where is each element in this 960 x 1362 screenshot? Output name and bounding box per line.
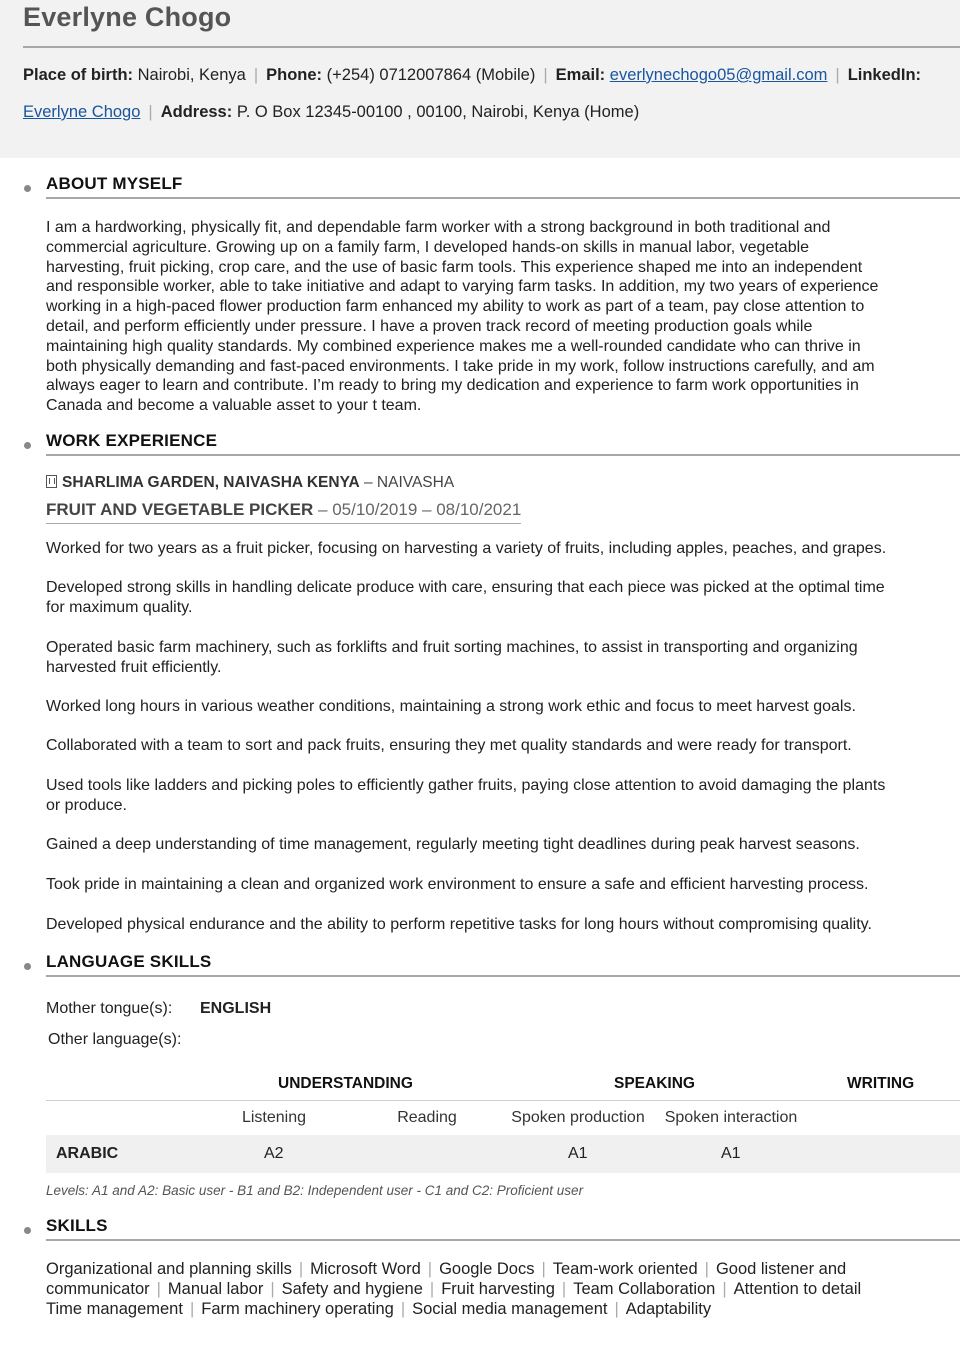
skill-item: Organizational and planning skills bbox=[46, 1260, 292, 1278]
language-row bbox=[46, 1135, 960, 1173]
phone-label: Phone: bbox=[266, 66, 323, 84]
work-bullet-line: Developed physical endurance and the ability to perform repetitive tasks for long hours without compromising quality. bbox=[46, 916, 872, 933]
skill-item: Farm machinery operating bbox=[201, 1299, 394, 1318]
place-of-birth-label: Place of birth: bbox=[23, 66, 134, 84]
building-icon bbox=[46, 475, 57, 488]
work-bullet bbox=[46, 875, 958, 895]
section-divider bbox=[46, 975, 960, 977]
separator: | bbox=[427, 1260, 433, 1278]
work-bullet bbox=[46, 736, 958, 756]
separator: | bbox=[543, 66, 548, 84]
separator: | bbox=[156, 1279, 161, 1298]
employer-location: – NAIVASHA bbox=[364, 474, 455, 491]
about-line: harvesting, fruit picking, crop care, and the use of basic farm tools. This experience shaped me into an independent bbox=[46, 258, 863, 276]
email-label: Email: bbox=[555, 66, 606, 84]
skill-item: Manual labor bbox=[167, 1279, 264, 1298]
mother-tongue-label: Mother tongue(s): bbox=[46, 1000, 173, 1017]
about-line: commercial agriculture. Growing up on a family farm, I developed hands-on skills in manual labor, vegetable bbox=[46, 238, 810, 256]
separator: | bbox=[704, 1260, 709, 1278]
separator: | bbox=[561, 1279, 567, 1298]
job-dates: – 05/10/2019 – 08/10/2021 bbox=[318, 500, 522, 519]
work-bullet-line: Collaborated with a team to sort and pack fruits, ensuring they met quality standards and were ready for transport. bbox=[46, 737, 852, 754]
section-title-about: ABOUT MYSELF bbox=[46, 174, 183, 193]
work-bullet-line: for maximum quality. bbox=[46, 598, 193, 616]
employer-name: SHARLIMA GARDEN, NAIVASHA KENYA bbox=[62, 474, 360, 491]
work-bullet bbox=[46, 697, 958, 717]
about-line: and responsible worker, able to take initiative and adapt to varying farm tasks. In addition, my two years of experience bbox=[46, 278, 879, 296]
work-bullet-line: or produce. bbox=[46, 796, 127, 814]
job-title-line bbox=[46, 500, 521, 524]
sub-spoken-interaction: Spoken interaction bbox=[664, 1109, 798, 1126]
sub-spoken-production: Spoken production bbox=[511, 1109, 645, 1126]
mother-tongue: ENGLISH bbox=[200, 1000, 272, 1017]
skill-item: Team Collaboration bbox=[573, 1279, 716, 1298]
work-bullet-line: Worked for two years as a fruit picker, focusing on harvesting a variety of fruits, including apples, peaches, and grapes. bbox=[46, 540, 887, 557]
phone: (+254) 0712007864 (Mobile) bbox=[326, 66, 536, 84]
about-paragraph bbox=[46, 218, 958, 416]
candidate-name: Everlyne Chogo bbox=[23, 2, 232, 32]
skill-item: Google Docs bbox=[439, 1260, 535, 1278]
col-speaking: SPEAKING bbox=[614, 1075, 695, 1092]
separator: | bbox=[722, 1279, 727, 1298]
about-line: maintaining high quality standards. My combined experience makes me a well-rounded candidate who can thrive in bbox=[46, 337, 861, 355]
job-title: FRUIT AND VEGETABLE PICKER bbox=[46, 500, 314, 519]
section-bullet-icon bbox=[24, 963, 31, 970]
work-bullet-line: Used tools like ladders and picking poles to efficiently gather fruits, paying close attention to avoid damaging the plants bbox=[46, 777, 886, 794]
about-line: working in a high-paced flower production farm enhanced my ability to work as part of a team, pay close attention to bbox=[46, 298, 865, 316]
address-label: Address: bbox=[160, 103, 233, 121]
work-bullet-line: Operated basic farm machinery, such as forklifts and fruit sorting machines, to assist in transporting and organizing bbox=[46, 639, 858, 656]
section-bullet-icon bbox=[24, 185, 31, 192]
section-title-work: WORK EXPERIENCE bbox=[46, 431, 218, 450]
section-bullet-icon bbox=[24, 442, 31, 449]
separator: | bbox=[148, 103, 153, 121]
about-line: Canada and become a valuable asset to your t team. bbox=[46, 397, 422, 415]
section-title-skills: SKILLS bbox=[46, 1216, 108, 1235]
separator: | bbox=[614, 1299, 619, 1318]
work-bullet bbox=[46, 835, 958, 855]
skill-item: Good listener and communicator bbox=[46, 1260, 847, 1298]
levels-note: Levels: A1 and A2: Basic user - B1 and B2: Independent user - C1 and C2: Proficient user bbox=[46, 1183, 584, 1198]
work-bullet bbox=[46, 776, 958, 815]
email-link[interactable]: everlynechogo05@gmail.com bbox=[609, 66, 828, 84]
section-divider bbox=[46, 454, 960, 456]
sub-reading: Reading bbox=[397, 1109, 457, 1126]
about-line: both physically demanding and fast-paced environments. I take pride in my work, follow instructions carefully, and am bbox=[46, 357, 875, 375]
linkedin-link[interactable]: Everlyne Chogo bbox=[23, 103, 141, 121]
skill-item: Social media management bbox=[412, 1299, 608, 1318]
about-line: detail, and perform efficiently under pressure. I have a proven track record of meeting production goals while bbox=[46, 317, 813, 335]
work-bullet-line: Developed strong skills in handling delicate produce with care, ensuring that each piece was picked at the optimal time bbox=[46, 579, 885, 596]
skill-item: Safety and hygiene bbox=[281, 1279, 423, 1298]
work-bullet bbox=[46, 915, 958, 935]
separator: | bbox=[541, 1260, 546, 1278]
separator: | bbox=[298, 1260, 304, 1278]
work-bullet-line: Gained a deep understanding of time management, regularly meeting tight deadlines during peak harvest seasons. bbox=[46, 836, 860, 853]
skill-item: Adaptability bbox=[625, 1299, 712, 1318]
about-line: always eager to learn and contribute. I’m ready to bring my dedication and experience to farm work opportunities in bbox=[46, 377, 859, 395]
work-bullet bbox=[46, 638, 958, 677]
work-bullet bbox=[46, 578, 958, 617]
place-of-birth: Nairobi, Kenya bbox=[137, 66, 246, 84]
sub-listening: Listening bbox=[241, 1109, 307, 1126]
about-line: I am a hardworking, physically fit, and dependable farm worker with a strong background in both traditional and bbox=[46, 219, 831, 236]
separator: | bbox=[189, 1299, 195, 1318]
header bbox=[0, 0, 960, 158]
skill-item: Fruit harvesting bbox=[441, 1279, 555, 1298]
skill-item: Team-work oriented bbox=[552, 1260, 698, 1278]
name-divider bbox=[23, 46, 960, 48]
work-bullet bbox=[46, 539, 958, 559]
work-bullet-line: Took pride in maintaining a clean and organized work environment to ensure a safe and efficient harvesting process. bbox=[46, 876, 869, 893]
contact-line-2 bbox=[23, 103, 639, 122]
work-bullet-line: Worked long hours in various weather conditions, maintaining a strong work ethic and focus to meet harvest goals. bbox=[46, 698, 856, 715]
level-spoken-production: A1 bbox=[568, 1145, 588, 1162]
separator: | bbox=[400, 1299, 406, 1318]
skill-item: Time management bbox=[46, 1299, 183, 1318]
level-spoken-interaction: A1 bbox=[721, 1145, 741, 1162]
col-understanding: UNDERSTANDING bbox=[278, 1075, 413, 1092]
separator: | bbox=[270, 1279, 275, 1298]
language-name: ARABIC bbox=[56, 1145, 119, 1162]
col-writing: WRITING bbox=[847, 1075, 915, 1092]
section-divider bbox=[46, 197, 960, 199]
skill-item: Microsoft Word bbox=[310, 1260, 421, 1278]
address: P. O Box 12345-00100 , 00100, Nairobi, Kenya (Home) bbox=[236, 103, 640, 121]
section-divider bbox=[46, 1239, 960, 1241]
work-bullet-line: harvested fruit efficiently. bbox=[46, 658, 222, 676]
separator: | bbox=[253, 66, 259, 84]
level-listening: A2 bbox=[264, 1145, 284, 1162]
linkedin-label: LinkedIn: bbox=[847, 66, 922, 84]
employer-line bbox=[46, 474, 454, 492]
skill-item: Attention to detail bbox=[733, 1279, 862, 1298]
section-bullet-icon bbox=[24, 1227, 31, 1234]
table-divider bbox=[46, 1100, 960, 1101]
skills-list bbox=[46, 1260, 958, 1319]
section-title-languages: LANGUAGE SKILLS bbox=[46, 952, 212, 971]
other-languages-label: Other language(s): bbox=[48, 1031, 182, 1048]
separator: | bbox=[429, 1279, 435, 1298]
contact-line-1 bbox=[23, 66, 921, 85]
separator: | bbox=[835, 66, 840, 84]
